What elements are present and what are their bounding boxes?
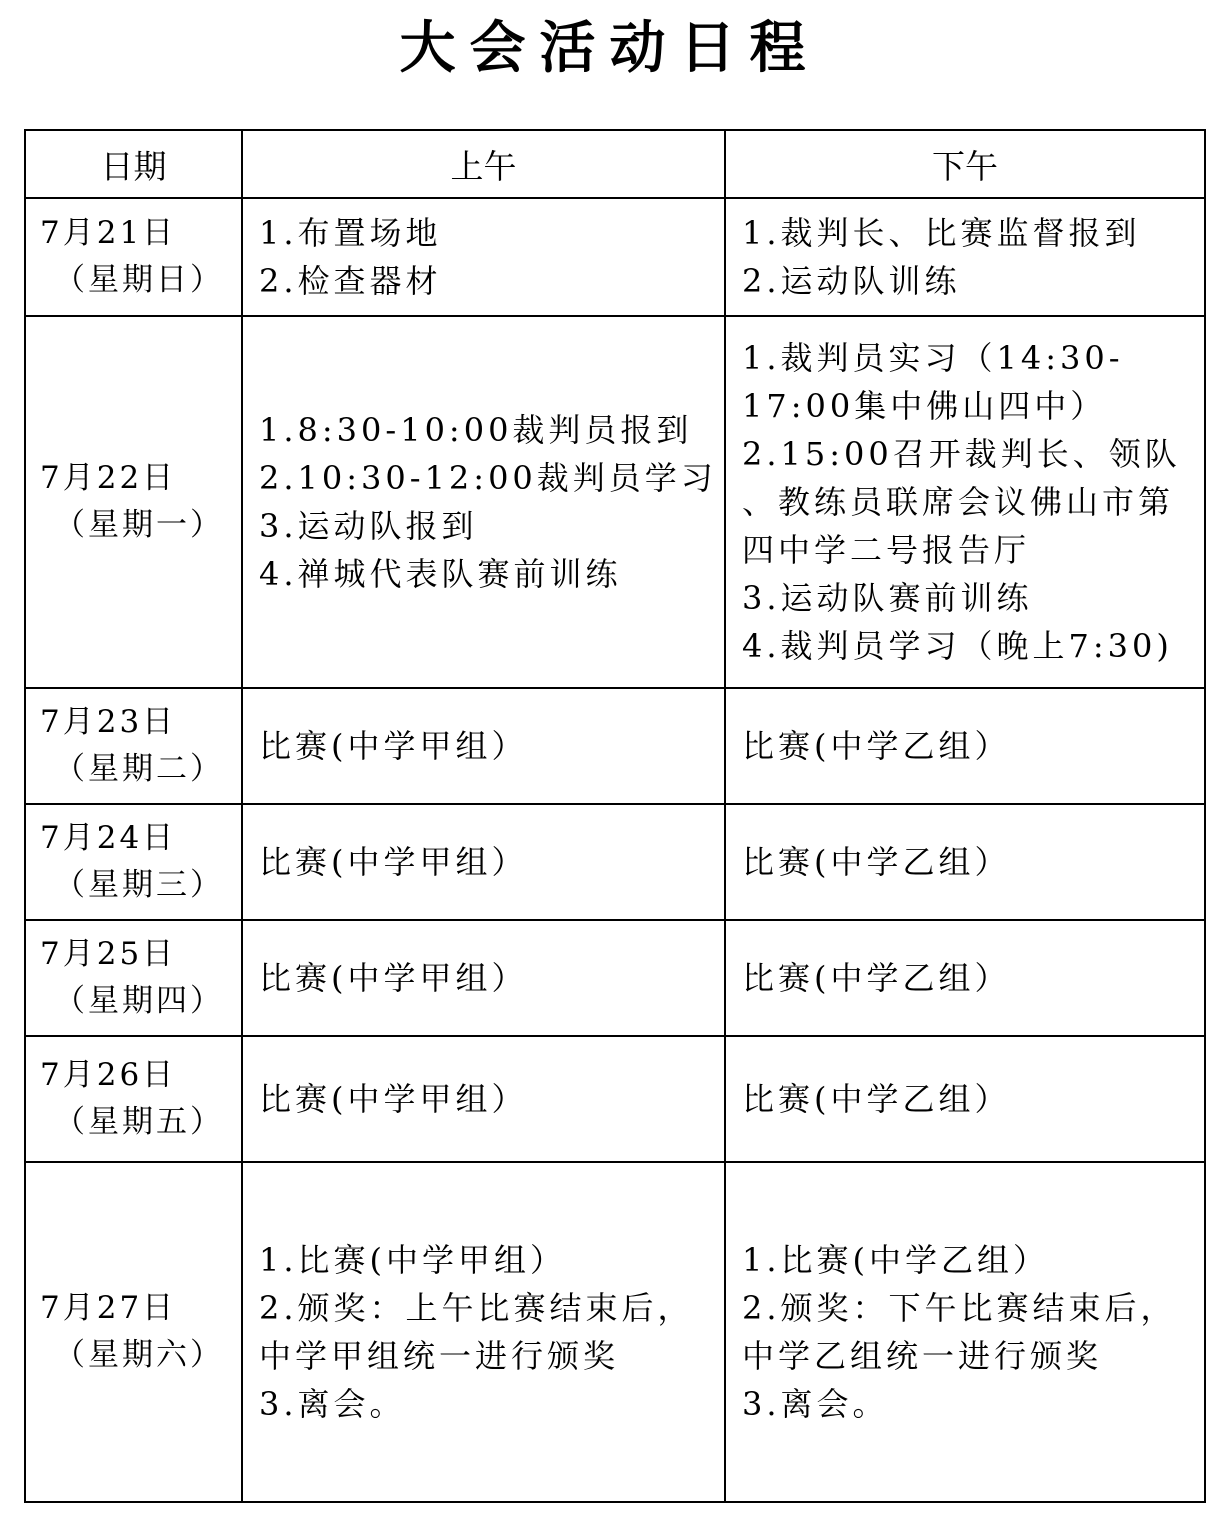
afternoon-item: 1.比赛(中学乙组） (742, 1241, 1050, 1279)
date-text: 7月25日 (40, 936, 177, 972)
morning-item: 1.比赛(中学甲组） (259, 1241, 567, 1279)
morning-cell (242, 1162, 725, 1502)
morning-item: 比赛(中学甲组） (259, 843, 528, 881)
morning-item: 2.检查器材 (259, 262, 442, 300)
date-text: 7月26日 (40, 1057, 177, 1093)
morning-item: 3.离会。 (259, 1385, 406, 1423)
date-cell (25, 688, 242, 804)
afternoon-cell (725, 316, 1205, 688)
morning-item: 4.禅城代表队赛前训练 (259, 555, 622, 593)
afternoon-item: 比赛(中学乙组） (742, 959, 1011, 997)
afternoon-item: 3.离会。 (742, 1385, 889, 1423)
afternoon-item: 3.运动队赛前训练 (742, 579, 1033, 617)
date-text: 7月24日 (40, 820, 177, 856)
morning-item: 1.8:30-10:00裁判员报到 (259, 411, 693, 449)
morning-cell (242, 920, 725, 1036)
date-text: 7月22日 (40, 460, 177, 496)
morning-item: 3.运动队报到 (259, 507, 478, 545)
afternoon-item: 2.15:00召开裁判长、领队 (742, 435, 1181, 473)
page-title: 大会活动日程 (399, 16, 820, 81)
date-text: 7月23日 (40, 704, 177, 740)
morning-cell (242, 804, 725, 920)
table-row (25, 688, 1205, 804)
morning-cell (242, 316, 725, 688)
morning-item: 2.颁奖：上午比赛结束后， (259, 1289, 694, 1327)
afternoon-item: 比赛(中学乙组） (742, 843, 1011, 881)
date-text: 7月21日 (40, 215, 177, 251)
date-cell (25, 1036, 242, 1162)
morning-item: 中学甲组统一进行颁奖 (259, 1337, 620, 1375)
afternoon-cell (725, 1162, 1205, 1502)
afternoon-item: 中学乙组统一进行颁奖 (742, 1337, 1103, 1375)
morning-item: 比赛(中学甲组） (259, 1080, 528, 1118)
afternoon-cell (725, 688, 1205, 804)
header-morning: 上午 (242, 130, 725, 198)
afternoon-item: 四中学二号报告厅 (742, 531, 1031, 569)
afternoon-item: 2.运动队训练 (742, 262, 961, 300)
header-date: 日期 (25, 130, 242, 198)
header-row (25, 130, 1205, 198)
morning-item: 比赛(中学甲组） (259, 959, 528, 997)
afternoon-cell (725, 198, 1205, 316)
morning-cell (242, 1036, 725, 1162)
schedule-table (24, 129, 1206, 1503)
date-cell (25, 804, 242, 920)
weekday-text: （星期二） (54, 751, 224, 787)
afternoon-item: 比赛(中学乙组） (742, 1080, 1011, 1118)
table-row (25, 198, 1205, 316)
date-cell (25, 316, 242, 688)
afternoon-item: 1.裁判员实习（14:30- (742, 339, 1124, 377)
afternoon-item: 、教练员联席会议佛山市第 (742, 483, 1175, 521)
date-cell (25, 920, 242, 1036)
afternoon-item: 2.颁奖：下午比赛结束后， (742, 1289, 1177, 1327)
table-row (25, 920, 1205, 1036)
weekday-text: （星期六） (54, 1337, 224, 1373)
weekday-text: （星期五） (54, 1104, 224, 1140)
morning-cell (242, 198, 725, 316)
weekday-text: （星期日） (54, 262, 224, 298)
table-row (25, 1036, 1205, 1162)
date-text: 7月27日 (40, 1290, 177, 1326)
header-afternoon: 下午 (725, 130, 1205, 198)
weekday-text: （星期一） (54, 507, 224, 543)
date-cell (25, 198, 242, 316)
morning-item: 2.10:30-12:00裁判员学习 (259, 459, 717, 497)
weekday-text: （星期三） (54, 867, 224, 903)
afternoon-cell (725, 920, 1205, 1036)
afternoon-item: 1.裁判长、比赛监督报到 (742, 214, 1141, 252)
table-row (25, 316, 1205, 688)
afternoon-item: 4.裁判员学习（晚上7:30) (742, 627, 1173, 665)
morning-item: 比赛(中学甲组） (259, 727, 528, 765)
table-row (25, 1162, 1205, 1502)
afternoon-item: 17:00集中佛山四中） (742, 387, 1107, 425)
afternoon-cell (725, 804, 1205, 920)
afternoon-cell (725, 1036, 1205, 1162)
table-row (25, 804, 1205, 920)
afternoon-item: 比赛(中学乙组） (742, 727, 1011, 765)
morning-item: 1.布置场地 (259, 214, 442, 252)
morning-cell (242, 688, 725, 804)
date-cell (25, 1162, 242, 1502)
weekday-text: （星期四） (54, 983, 224, 1019)
